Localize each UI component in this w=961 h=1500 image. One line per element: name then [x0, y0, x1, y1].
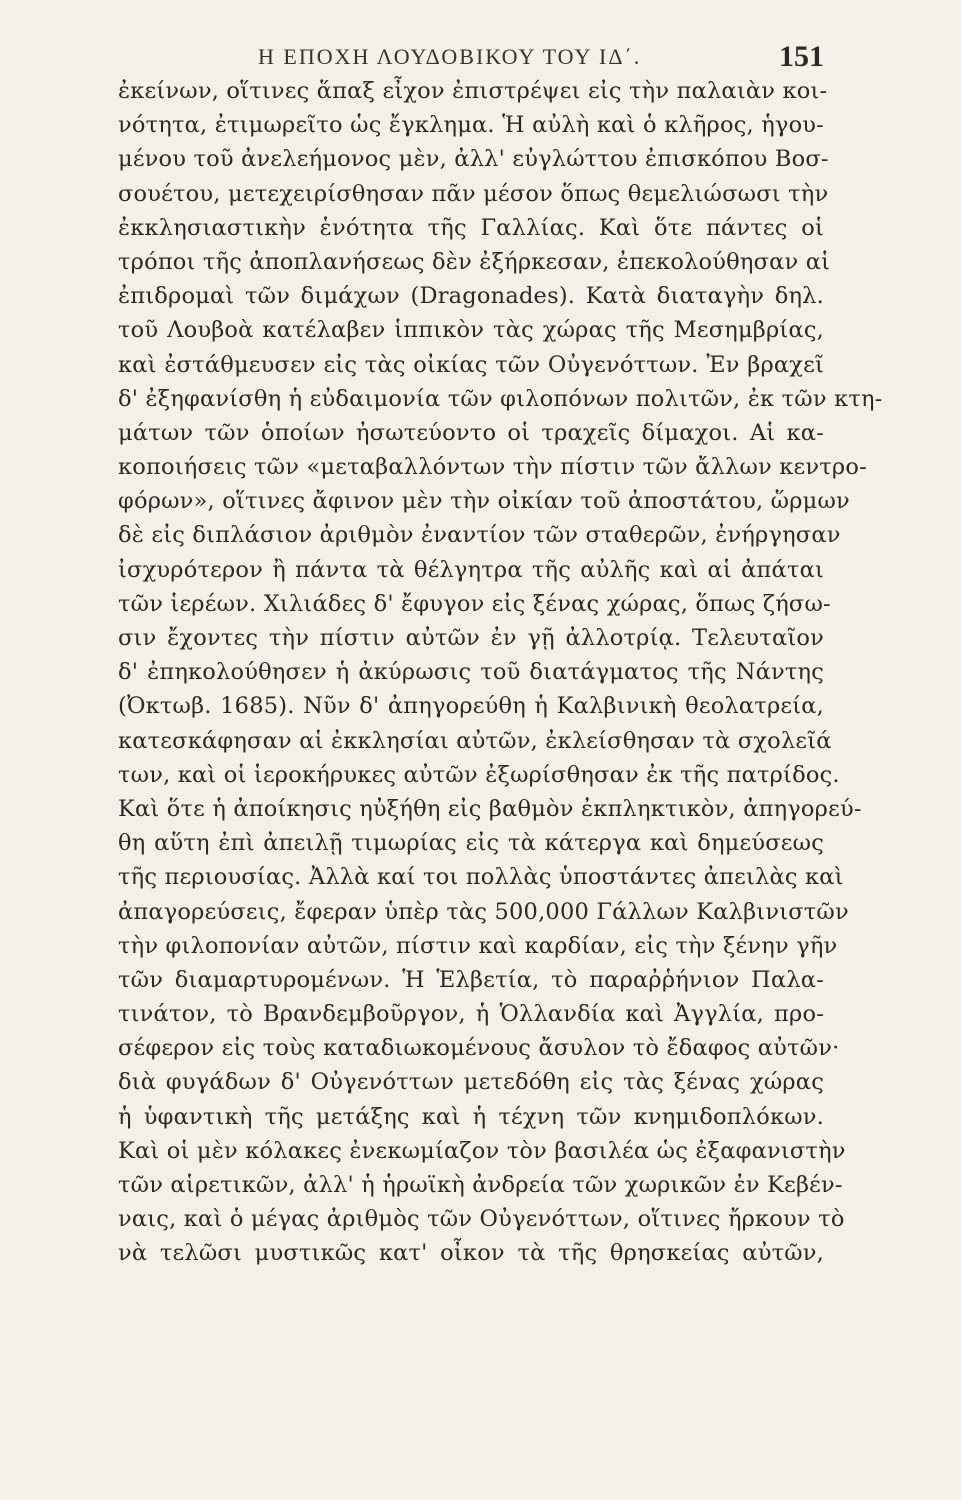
text-line: σέφερον εἰς τοὺς καταδιωκομένους ἄσυλον τὸ ἔδαφος αὐτῶν·	[118, 1035, 840, 1062]
text-line: ἀπαγορεύσεις, ἔφεραν ὑπὲρ τὰς 500,000 Γάλλων Καλβινιστῶν	[118, 898, 849, 925]
text-line: δὲ εἰς διπλάσιον ἀριθμὸν ἐναντίον τῶν σταθερῶν, ἐνήργησαν	[118, 522, 841, 549]
text-line: μένου τοῦ ἀνελεήμονος μὲν, ἀλλ' εὐγλώττου ἐπισκόπου Βοσ-	[118, 146, 829, 173]
text-line: καὶ ἐστάθμευσεν εἰς τὰς οἰκίας τῶν Οὐγενόττων. Ἐν βραχεῖ	[118, 351, 824, 378]
text-line: φόρων», οἵτινες ἄφινον μὲν τὴν οἰκίαν τοῦ ἀποστάτου, ὥρμων	[118, 488, 850, 515]
text-line: τῆς περιουσίας. Ἀλλὰ καί τοι πολλὰς ὑποστάντες ἀπειλὰς καὶ	[118, 864, 844, 891]
text-line: τῶν αἱρετικῶν, ἀλλ' ἡ ἡρωϊκὴ ἀνδρεία τῶν χωρικῶν ἐν Κεβέν-	[118, 1172, 843, 1198]
text-line: νότητα, ἐτιμωρεῖτο ὡς ἔγκλημα. Ἡ αὐλὴ καὶ ὁ κλῆρος, ἡγου-	[118, 112, 824, 139]
text-line: (Ὀκτωβ. 1685). Νῦν δ' ἀπηγορεύθη ἡ Καλβινικὴ θεολατρεία,	[118, 693, 824, 720]
text-line: ἡ ὑφαντικὴ τῆς μετάξης καὶ ἡ τέχνη τῶν κνημιδοπλόκων.	[118, 1103, 824, 1130]
text-line: τοῦ Λουβοὰ κατέλαβεν ἱππικὸν τὰς χώρας τῆς Μεσημβρίας,	[118, 317, 824, 344]
text-line: μάτων τῶν ὁποίων ἠσωτεύοντο οἱ τραχεῖς δίμαχοι. Αἱ κα-	[118, 419, 824, 446]
text-line: Καὶ οἱ μὲν κόλακες ἐνεκωμίαζον τὸν βασιλέα ὡς ἐξαφανιστὴν	[118, 1137, 846, 1164]
text-line: τὴν φιλοπονίαν αὐτῶν, πίστιν καὶ καρδίαν, εἰς τὴν ξένην γῆν	[118, 932, 838, 959]
text-line: νὰ τελῶσι μυστικῶς κατ' οἶκον τὰ τῆς θρησκείας αὐτῶν,	[118, 1240, 824, 1267]
text-line: κοποιήσεις τῶν «μεταβαλλόντων τὴν πίστιν τῶν ἄλλων κεντρο-	[118, 454, 867, 481]
text-line: τρόποι τῆς ἀποπλανήσεως δὲν ἐξήρκεσαν, ἐπεκολούθησαν αἱ	[118, 248, 831, 275]
text-line: διὰ φυγάδων δ' Οὐγενόττων μετεδόθη εἰς τὰς ξένας χώρας	[118, 1069, 824, 1096]
text-line: τῶν διαμαρτυρομένων. Ἡ Ἑλβετία, τὸ παραῤῥήνιον Παλα-	[118, 966, 824, 993]
text-line: ἰσχυρότερον ἢ πάντα τὰ θέλγητρα τῆς αὐλῆς καὶ αἱ ἀπάται	[118, 556, 824, 583]
text-line: σιν ἔχοντες τὴν πίστιν αὐτῶν ἐν γῇ ἀλλοτρίᾳ. Τελευταῖον	[118, 625, 824, 651]
page-number: 151	[779, 40, 824, 73]
text-line: δ' ἐξηφανίσθη ἡ εὐδαιμονία τῶν φιλοπόνων πολιτῶν, ἐκ τῶν κτη-	[118, 385, 883, 412]
text-line: ἐκείνων, οἵτινες ἅπαξ εἶχον ἐπιστρέψει εἰς τὴν παλαιὰν κοι-	[118, 78, 828, 104]
text-line: ἐπιδρομαὶ τῶν διμάχων (Dragonades). Κατὰ διαταγὴν δηλ.	[118, 283, 824, 310]
text-line: ναις, καὶ ὁ μέγας ἀριθμὸς τῶν Οὐγενόττων, οἵτινες ἤρκουν τὸ	[118, 1206, 845, 1233]
text-line: των, καὶ οἱ ἱεροκήρυκες αὐτῶν ἐξωρίσθησαν ἐκ τῆς πατρίδος.	[118, 761, 840, 788]
text-line: Καὶ ὅτε ἡ ἀποίκησις ηὐξήθη εἰς βαθμὸν ἐκπληκτικὸν, ἀπηγορεύ-	[118, 795, 862, 822]
text-line: τινάτον, τὸ Βρανδεμβοῦργον, ἡ Ὁλλανδία καὶ Ἀγγλία, προ-	[118, 1001, 824, 1028]
text-line: θη αὕτη ἐπὶ ἀπειλῇ τιμωρίας εἰς τὰ κάτεργα καὶ δημεύσεως	[118, 830, 824, 857]
running-head-title: Η ΕΠΟΧΗ ΛΟΥΔΟΒΙΚΟΥ ΤΟΥ ΙΔ΄.	[258, 44, 642, 69]
text-line: ἐκκλησιαστικὴν ἑνότητα τῆς Γαλλίας. Καὶ ὅτε πάντες οἱ	[118, 214, 824, 241]
text-line: σουέτου, μετεχειρίσθησαν πᾶν μέσον ὅπως θεμελιώσωσι τὴν	[118, 180, 829, 207]
text-line: τῶν ἱερέων. Χιλιάδες δ' ἔφυγον εἰς ξένας χώρας, ὅπως ζήσω-	[118, 590, 831, 617]
text-line: δ' ἐπηκολούθησεν ἡ ἀκύρωσις τοῦ διατάγματος τῆς Νάντης	[118, 659, 824, 686]
body-text	[118, 74, 883, 1271]
text-line: κατεσκάφησαν αἱ ἐκκλησίαι αὐτῶν, ἐκλείσθησαν τὰ σχολεῖά	[118, 727, 832, 754]
